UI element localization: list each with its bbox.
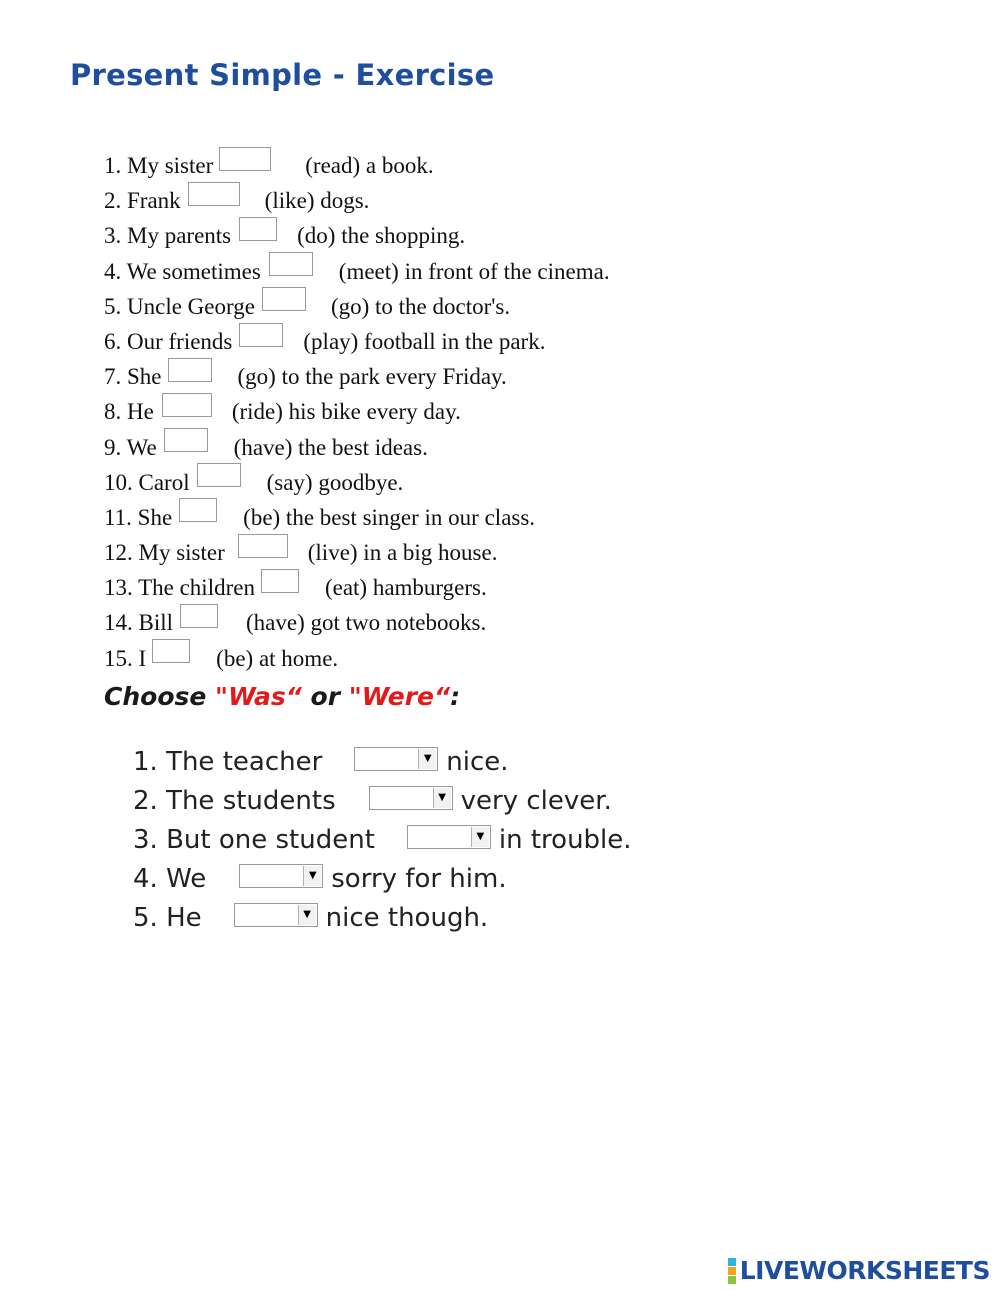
question-verb: (go) to the park every Friday. xyxy=(237,364,507,390)
question-row xyxy=(104,570,610,605)
exercise-2-list xyxy=(133,743,632,938)
exercise-1-list xyxy=(104,148,610,676)
question-rest: nice though. xyxy=(325,903,489,933)
liveworksheets-logo xyxy=(728,1256,990,1285)
question-row xyxy=(104,254,610,289)
dropdown-question-row xyxy=(133,743,632,782)
question-subject: 1. The teacher xyxy=(133,747,323,777)
question-rest: sorry for him. xyxy=(331,864,507,894)
question-subject: 9. We xyxy=(104,434,157,460)
was-were-select-3[interactable] xyxy=(407,825,491,849)
question-subject: 8. He xyxy=(104,399,154,425)
question-verb: (have) got two notebooks. xyxy=(246,610,487,636)
question-subject: 2. The students xyxy=(133,786,336,816)
was-were-select-2[interactable] xyxy=(369,786,453,810)
question-subject: 4. We xyxy=(133,864,207,894)
answer-blank-14[interactable] xyxy=(180,604,218,628)
choose-heading xyxy=(104,682,460,711)
question-row xyxy=(104,641,610,676)
page-title: Present Simple - Exercise xyxy=(70,58,495,92)
was-were-select-5[interactable] xyxy=(234,903,318,927)
question-verb: (do) the shopping. xyxy=(297,223,466,249)
question-row xyxy=(104,500,610,535)
choose-middle: or xyxy=(301,682,349,711)
question-subject: 2. Frank xyxy=(104,188,181,214)
question-rest: in trouble. xyxy=(498,825,632,855)
answer-blank-2[interactable] xyxy=(188,182,240,206)
question-subject: 3. My parents xyxy=(104,223,232,249)
question-verb: (eat) hamburgers. xyxy=(324,575,487,601)
answer-blank-12[interactable] xyxy=(238,534,288,558)
question-subject: 5. Uncle George xyxy=(104,293,255,319)
dropdown-question-row xyxy=(133,899,632,938)
question-row xyxy=(104,359,610,394)
question-verb: (go) to the doctor's. xyxy=(330,293,511,319)
choose-option-were: "Were“ xyxy=(348,682,451,711)
question-verb: (like) dogs. xyxy=(264,188,370,214)
question-row xyxy=(104,394,610,429)
question-subject: 14. Bill xyxy=(104,610,174,636)
answer-blank-4[interactable] xyxy=(269,252,313,276)
question-subject: 13. The children xyxy=(104,575,255,601)
answer-blank-13[interactable] xyxy=(261,569,299,593)
question-rest: very clever. xyxy=(460,786,612,816)
question-row xyxy=(104,289,610,324)
dropdown-arrow-icon[interactable]: ▼ xyxy=(471,827,489,847)
choose-suffix: : xyxy=(450,682,461,711)
question-subject: 4. We sometimes xyxy=(104,258,261,284)
question-rest: nice. xyxy=(446,747,509,777)
dropdown-question-row xyxy=(133,782,632,821)
dropdown-arrow-icon[interactable]: ▼ xyxy=(433,788,451,808)
dropdown-question-row xyxy=(133,821,632,860)
choose-prefix: Choose xyxy=(104,682,216,711)
answer-blank-5[interactable] xyxy=(262,287,306,311)
question-row xyxy=(104,535,610,570)
question-verb: (meet) in front of the cinema. xyxy=(338,258,610,284)
answer-blank-3[interactable] xyxy=(239,217,277,241)
question-row xyxy=(104,605,610,640)
answer-blank-7[interactable] xyxy=(168,358,212,382)
answer-blank-10[interactable] xyxy=(197,463,241,487)
dropdown-arrow-icon[interactable]: ▼ xyxy=(303,866,321,886)
question-subject: 5. He xyxy=(133,903,202,933)
answer-blank-11[interactable] xyxy=(179,498,217,522)
dropdown-arrow-icon[interactable]: ▼ xyxy=(418,749,436,769)
question-verb: (have) the best ideas. xyxy=(233,434,428,460)
question-subject: 15. I xyxy=(104,645,147,671)
answer-blank-6[interactable] xyxy=(239,323,283,347)
was-were-select-4[interactable] xyxy=(239,864,323,888)
question-verb: (say) goodbye. xyxy=(266,469,404,495)
question-verb: (be) at home. xyxy=(216,645,339,671)
question-subject: 11. She xyxy=(104,504,173,530)
question-verb: (play) football in the park. xyxy=(303,328,546,354)
question-verb: (live) in a big house. xyxy=(307,540,498,566)
question-subject: 7. She xyxy=(104,364,162,390)
dropdown-arrow-icon[interactable]: ▼ xyxy=(298,905,316,925)
question-subject: 1. My sister xyxy=(104,153,214,178)
question-subject: 3. But one student xyxy=(133,825,375,855)
question-subject: 6. Our friends xyxy=(104,328,233,354)
question-subject: 12. My sister xyxy=(104,540,225,566)
question-row xyxy=(104,148,610,183)
answer-blank-8[interactable] xyxy=(162,393,212,417)
choose-option-was: "Was“ xyxy=(215,682,302,711)
dropdown-question-row xyxy=(133,860,632,899)
question-row xyxy=(104,324,610,359)
question-verb: (be) the best singer in our class. xyxy=(243,504,536,530)
logo-text: LIVEWORKSHEETS xyxy=(739,1256,990,1285)
question-row xyxy=(104,183,610,218)
answer-blank-15[interactable] xyxy=(152,639,190,663)
was-were-select-1[interactable] xyxy=(354,747,438,771)
question-verb: (read) a book. xyxy=(305,153,434,178)
answer-blank-1[interactable] xyxy=(219,147,271,171)
logo-tiles-icon xyxy=(728,1258,736,1284)
question-row xyxy=(104,218,610,253)
question-row xyxy=(104,430,610,465)
question-subject: 10. Carol xyxy=(104,469,190,495)
answer-blank-9[interactable] xyxy=(164,428,208,452)
question-verb: (ride) his bike every day. xyxy=(231,399,461,425)
question-row xyxy=(104,465,610,500)
